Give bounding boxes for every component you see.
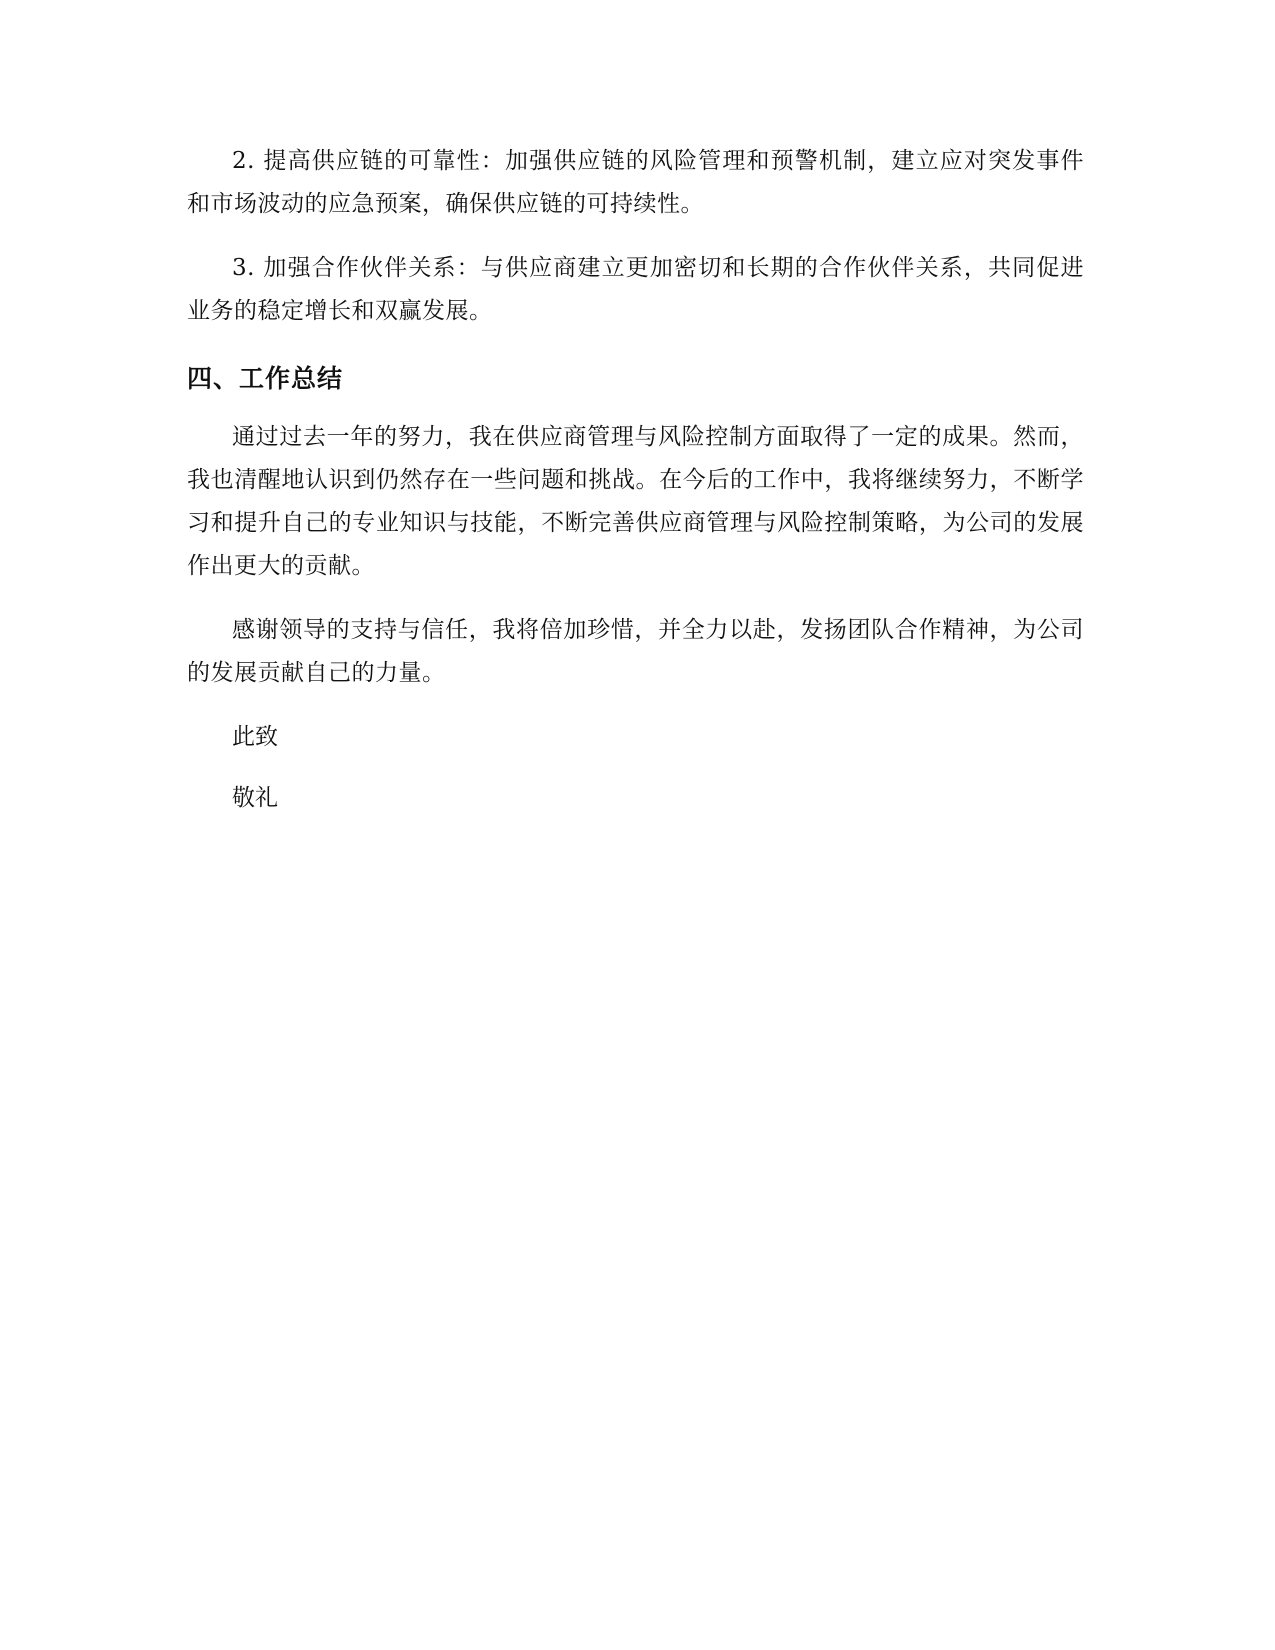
closing-regards: 敬礼 [232, 785, 278, 811]
paragraph-thanks: 感谢领导的支持与信任，我将倍加珍惜，并全力以赴，发扬团队合作精神，为公司的发展贡献自己的力量。 [187, 617, 1084, 686]
section-heading-work-summary: 四、工作总结 [187, 364, 344, 393]
document-body [187, 140, 1084, 838]
paragraph-reliability: 2. 提高供应链的可靠性：加强供应链的风险管理和预警机制，建立应对突发事件和市场波动的应急预案，确保供应链的可持续性。 [187, 148, 1084, 217]
closing-salutation: 此致 [232, 724, 278, 750]
paragraph-partnership: 3. 加强合作伙伴关系：与供应商建立更加密切和长期的合作伙伴关系，共同促进业务的稳定增长和双赢发展。 [187, 255, 1084, 324]
paragraph-summary: 通过过去一年的努力，我在供应商管理与风险控制方面取得了一定的成果。然而，我也清醒地认识到仍然存在一些问题和挑战。在今后的工作中，我将继续努力，不断学习和提升自己的专业知识与技能，不断完善供应商管理与风险控制策略，为公司的发展作出更大的贡献。 [187, 424, 1084, 579]
